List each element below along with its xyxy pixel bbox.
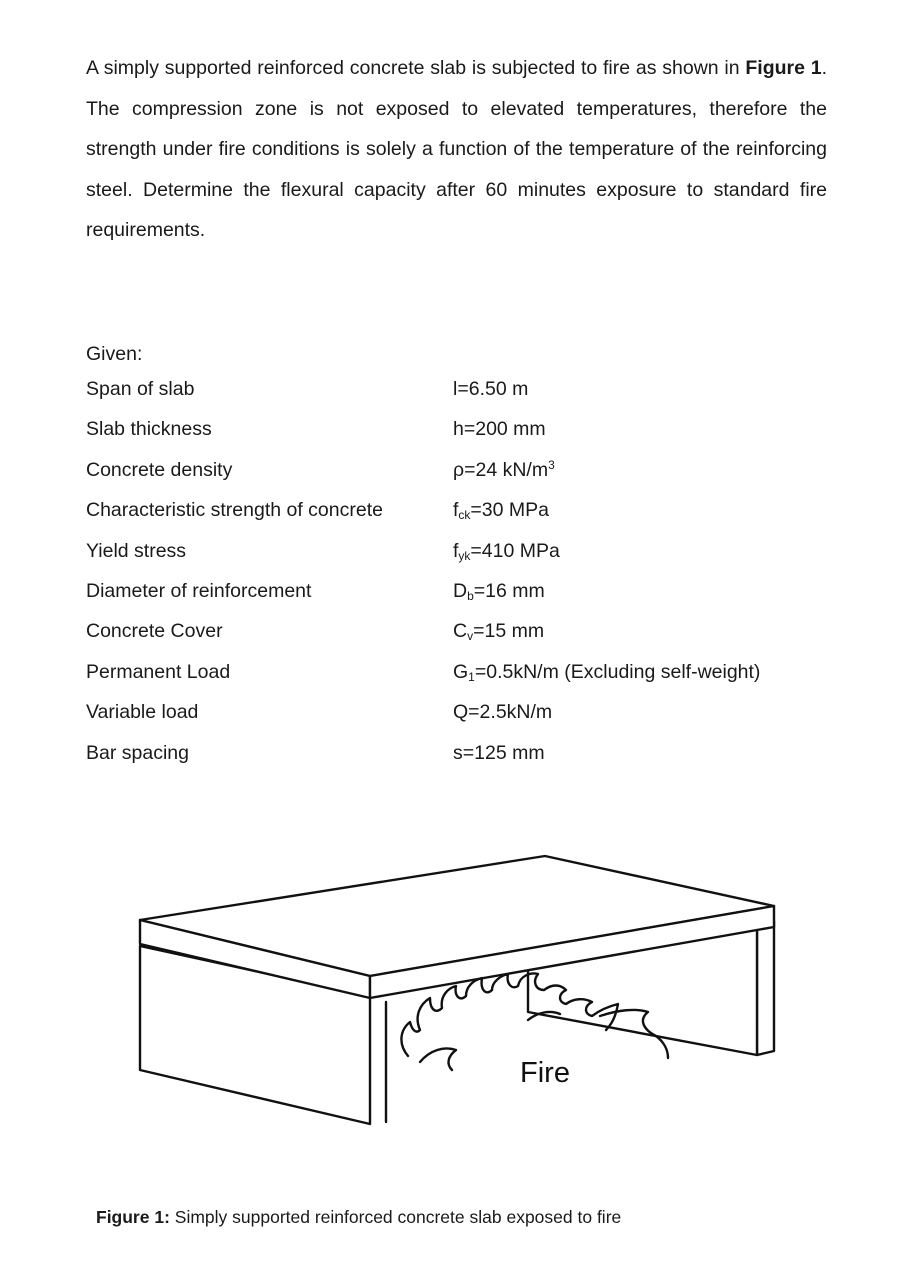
value-symbol: f <box>453 499 459 522</box>
value-rest: =30 MPa <box>470 499 550 522</box>
given-value: h=200 mm <box>453 418 546 441</box>
value-rest: =15 mm <box>473 620 545 643</box>
given-value: s=125 mm <box>453 741 545 764</box>
given-value <box>453 531 560 571</box>
value-subscript: b <box>467 588 474 603</box>
value-subscript: v <box>467 629 474 644</box>
given-label: Variable load <box>86 701 199 724</box>
given-row-variable-load <box>86 692 846 732</box>
value-rest: =410 MPa <box>470 539 560 562</box>
given-label: Diameter of reinforcement <box>86 579 312 602</box>
given-row-permanent-load <box>86 652 846 692</box>
value-subscript: yk <box>458 548 471 563</box>
given-label: Characteristic strength of concrete <box>86 499 383 522</box>
given-value <box>453 490 549 530</box>
right-support-wall <box>757 921 774 1055</box>
given-label: Span of slab <box>86 378 195 400</box>
figure-caption <box>96 1203 621 1231</box>
intro-text-2: . The compression zone is not exposed to elevated temperatures, therefore the strength under fire conditions is solely a function of the temperature of the reinforcing steel. Determine the flexural capacity after 60 minutes exposure to standard fire requirements. <box>86 57 827 241</box>
given-row-span <box>86 369 846 409</box>
value-subscript: 1 <box>468 669 475 684</box>
given-value <box>453 652 760 692</box>
given-label: Bar spacing <box>86 741 189 764</box>
given-row-bar-spacing <box>86 733 846 773</box>
value-rest: =16 mm <box>473 579 545 602</box>
given-row-fck <box>86 490 846 530</box>
given-table <box>86 369 846 773</box>
given-label: Yield stress <box>86 539 187 562</box>
given-row-cover <box>86 611 846 651</box>
fire-label: Fire <box>520 1057 570 1089</box>
given-value <box>453 611 544 651</box>
given-row-thickness <box>86 409 846 449</box>
caption-label: Figure 1: <box>96 1207 170 1227</box>
problem-statement <box>86 48 827 251</box>
given-label: Permanent Load <box>86 660 231 683</box>
given-row-fyk <box>86 531 846 571</box>
value-symbol: C <box>453 620 468 643</box>
caption-text: Simply supported reinforced concrete slab exposed to fire <box>169 1207 622 1227</box>
given-label: Concrete density <box>86 458 233 481</box>
given-value <box>453 571 545 611</box>
value-superscript: 3 <box>548 457 555 472</box>
given-label: Slab thickness <box>86 418 212 441</box>
given-value: Q=2.5kN/m <box>453 701 553 724</box>
value-symbol: f <box>453 539 459 562</box>
value-subscript: ck <box>458 508 471 523</box>
given-value <box>453 450 555 490</box>
value-symbol: D <box>453 579 468 602</box>
figure-reference: Figure 1 <box>745 57 822 79</box>
value-main: ρ=24 kN/m <box>453 458 549 481</box>
value-rest: =0.5kN/m (Excluding self-weight) <box>474 660 761 683</box>
slab-fire-figure <box>0 840 912 1160</box>
value-symbol: G <box>453 660 469 683</box>
given-heading: Given: <box>86 343 143 365</box>
given-row-density <box>86 450 846 490</box>
given-label: Concrete Cover <box>86 620 223 643</box>
given-row-diameter <box>86 571 846 611</box>
intro-text-1: A simply supported reinforced concrete slab is subjected to fire as shown in <box>86 57 746 79</box>
given-value: l=6.50 m <box>453 378 529 400</box>
